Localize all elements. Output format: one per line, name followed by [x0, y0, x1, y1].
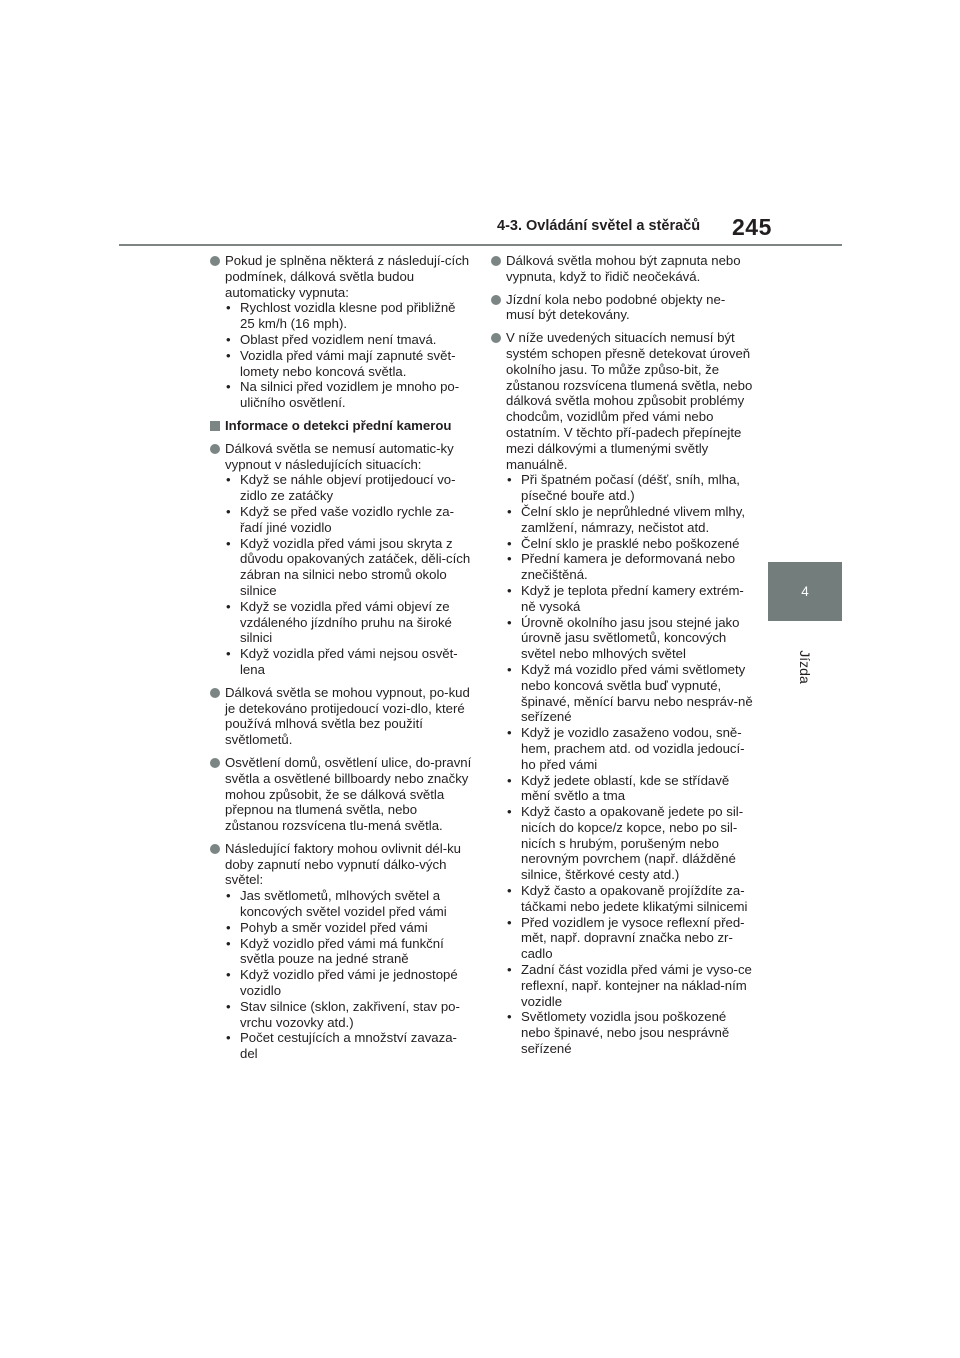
- list-item: • Vozidla před vámi mají zapnuté svět-lomety nebo koncová světla.: [225, 348, 472, 380]
- list-item: • Čelní sklo je prasklé nebo poškozené: [506, 536, 753, 552]
- list-item: • Když vozidla před vámi nejsou osvět-lena: [225, 646, 472, 678]
- paragraph-may-not-turn-off: [210, 441, 472, 678]
- list-item: • Počet cestujících a množství zavaza-del: [225, 1030, 472, 1062]
- bullet-circle-icon: [210, 444, 220, 454]
- paragraph-timing-factors: [210, 841, 472, 1062]
- list-item: • Když se vozidla před vámi objeví ze vzdáleného jízdního pruhu na široké silnici: [225, 599, 472, 646]
- list-item: • Když často a opakovaně jedete po sil-nicích do kopce/z kopce, nebo po sil-nicích s hrubým, porušeným nebo nerovným povrchem (např. dlážděné silnice, štěrkové cesty atd.): [506, 804, 753, 883]
- bullet-circle-icon: [491, 256, 501, 266]
- paragraph-unexpected-switching: [491, 253, 753, 285]
- list-item: • Světlomety vozidla jsou poškozené nebo špinavé, nebo jsou nesprávně seřízené: [506, 1009, 753, 1056]
- paragraph-lead: Pokud je splněna některá z následují-cích podmínek, dálková světla budou automaticky vypnuta:: [225, 253, 470, 300]
- bullet-list: [225, 472, 472, 677]
- list-item: • Na silnici před vozidlem je mnoho po-uličního osvětlení.: [225, 379, 472, 411]
- header-divider: [119, 244, 842, 246]
- paragraph-lead: Dálková světla se mohou vypnout, po-kud je detekováno protijedoucí vozi-dlo, které používá mlhová světla bez použití světlometů.: [225, 684, 470, 748]
- chapter-number-tab: 4: [768, 562, 842, 621]
- paragraph-lead: Dálková světla se nemusí automatic-ky vypnout v následujících situacích:: [225, 440, 454, 472]
- list-item: • Když vozidlo před vámi má funkční světla pouze na jedné straně: [225, 936, 472, 968]
- list-item: • Jas světlometů, mlhových světel a koncových světel vozidel před vámi: [225, 888, 472, 920]
- list-item: • Úrovně okolního jasu jsou stejné jako úrovně jasu světlometů, koncových světel nebo mlhových světel: [506, 615, 753, 662]
- list-item: • Před vozidlem je vysoce reflexní před-mět, např. dopravní značka nebo zr-cadlo: [506, 915, 753, 962]
- bullet-square-icon: [210, 421, 220, 431]
- bullet-list: [506, 472, 753, 1056]
- list-item: • Když vozidla před vámi jsou skryta z důvodu opakovaných zatáček, děli-cích zábran na silnici nebo stromů okolo silnice: [225, 536, 472, 599]
- list-item: • Čelní sklo je neprůhledné vlivem mlhy, zamlžení, námrazy, nečistot atd.: [506, 504, 753, 536]
- bullet-list: [225, 300, 472, 411]
- list-item: • Zadní část vozidla před vámi je vyso-ce reflexní, např. kontejner na náklad-ním vozidle: [506, 962, 753, 1009]
- subheading-text: Informace o detekci přední kamerou: [225, 417, 452, 433]
- paragraph-street-lighting: [210, 755, 472, 834]
- list-item: • Při špatném počasí (déšť, sníh, mlha, písečné bouře atd.): [506, 472, 753, 504]
- paragraph-lead: Následující faktory mohou ovlivnit dél-ku doby zapnutí nebo vypnutí dálko-vých světel:: [225, 840, 462, 888]
- paragraph-lead: Jízdní kola nebo podobné objekty ne-musí být detekovány.: [506, 291, 726, 323]
- paragraph-lead: Dálková světla mohou být zapnuta nebo vypnuta, když to řidič neočekává.: [506, 253, 741, 284]
- bullet-circle-icon: [210, 256, 220, 266]
- paragraph-brightness-detection: [491, 330, 753, 1057]
- list-item: • Když je vozidlo zasaženo vodou, sně-hem, prachem atd. od vozidla jedoucí-ho před vámi: [506, 725, 753, 772]
- bullet-circle-icon: [210, 758, 220, 768]
- list-item: • Když je teplota přední kamery extrém-ně vysoká: [506, 583, 753, 615]
- bullet-circle-icon: [210, 688, 220, 698]
- bullet-circle-icon: [491, 295, 501, 305]
- list-item: • Pohyb a směr vozidel před vámi: [225, 920, 472, 936]
- paragraph-lead: V níže uvedených situacích nemusí být systém schopen přesně detekovat úroveň okolního jasu. To může způso-bit, že zůstanou rozsvícena tlumená světla, nebo dálková světla mohou způsobit problémy chodcům, vozidlům před vámi nebo ostatním. V těchto pří-padech přepínejte mezi dálkovými a tlumenými světly manuálně.: [506, 330, 753, 472]
- section-title: 4-3. Ovládání světel a stěračů: [497, 218, 701, 234]
- paragraph-fog-lights: [210, 685, 472, 748]
- list-item: • Když má vozidlo před vámi světlomety nebo koncová světla buď vypnuté, špinavé, měnící barvu nebo nespráv-ně seřízené: [506, 662, 753, 725]
- paragraph-auto-off-conditions: [210, 253, 472, 411]
- list-item: • Když se před vaše vozidlo rychle za-řadí jiné vozidlo: [225, 504, 472, 536]
- subheading: [210, 418, 472, 434]
- list-item: • Oblast před vozidlem není tmavá.: [225, 332, 472, 348]
- left-column: [210, 253, 472, 1069]
- list-item: • Když jedete oblastí, kde se střídavě mění světlo a tma: [506, 773, 753, 805]
- chapter-title-vertical: Jízda: [797, 650, 813, 684]
- list-item: • Rychlost vozidla klesne pod přibližně 25 km/h (16 mph).: [225, 300, 472, 332]
- list-item: • Stav silnice (sklon, zakřivení, stav po-vrchu vozovky atd.): [225, 999, 472, 1031]
- bullet-circle-icon: [210, 844, 220, 854]
- list-item: • Přední kamera je deformovaná nebo znečištěná.: [506, 551, 753, 583]
- list-item: • Když často a opakovaně projíždíte za-táčkami nebo jedete klikatými silnicemi: [506, 883, 753, 915]
- bullet-circle-icon: [491, 333, 501, 343]
- right-column: [491, 253, 753, 1064]
- paragraph-lead: Osvětlení domů, osvětlení ulice, do-pravní světla a osvětlené billboardy nebo značky mohou způsobit, že se dálková světla přepnou na tlumená světla, nebo zůstanou rozsvícena tlu-mená světla.: [225, 754, 472, 834]
- page-number: 245: [732, 214, 772, 240]
- list-item: • Když se náhle objeví protijedoucí vo-zidlo ze zatáčky: [225, 472, 472, 504]
- list-item: • Když vozidlo před vámi je jednostopé vozidlo: [225, 967, 472, 999]
- paragraph-bicycles: [491, 292, 753, 324]
- bullet-list: [225, 888, 472, 1062]
